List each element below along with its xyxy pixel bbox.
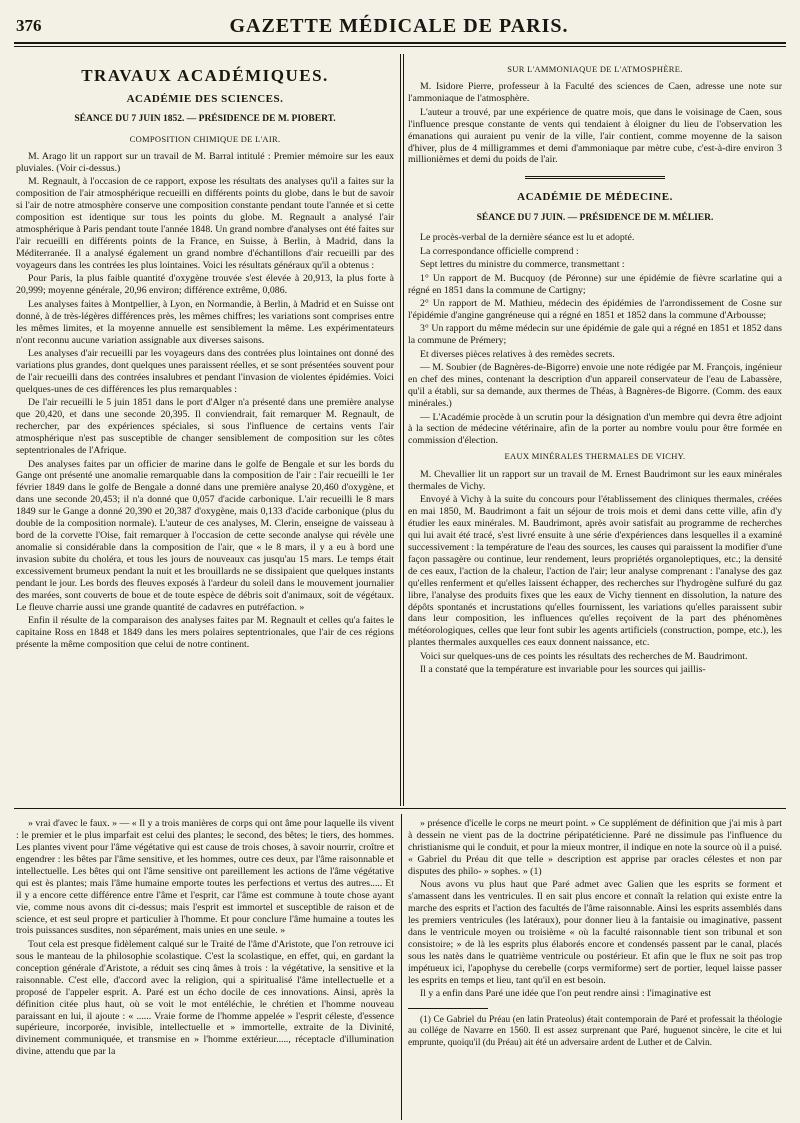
paragraph: 2° Un rapport de M. Mathieu, médecin des épidémies de l'arrondissement de Cosne sur l'épidémie d'angine gangréneuse qui a régné en 1851 et 1852 dans la commune d'Arbousse;: [408, 298, 782, 322]
footnote: [408, 1015, 782, 1049]
header-rule-thin: [14, 46, 786, 47]
journal-title: GAZETTE MÉDICALE DE PARIS.: [229, 15, 569, 37]
paragraph: Le procès-verbal de la dernière séance est lu et adopté.: [420, 232, 635, 244]
header-rule: [14, 42, 786, 44]
column-left-bottom: [16, 818, 394, 1118]
paragraph: Les analyses faites à Montpellier, à Lyon, en Normandie, à Berlin, à Madrid et en Suisse ont donné, à de très-légères différences près, les mêmes chiffres; les variations sont comprises entre les mêmes limites, et la moyenne annuelle est sensiblement la même. Les expérimentateurs n'ont reconnu aucune variation assignable aux diverses saisons.: [16, 298, 394, 346]
paragraph: De l'air recueilli le 5 juin 1851 dans le port d'Alger n'a présenté dans une première analyse que 20,420, et dans une seconde 20,395. Il conviendrait, fait remarquer M. Regnault, de rechercher, par des expériences spéciales, si sous l'influence de certains vents l'air atmosphérique n'est pas susceptible de changer sensiblement de composition sur les côtes septentrionales de l'Afrique.: [16, 397, 394, 457]
paragraph: M. Regnault, à l'occasion de ce rapport, expose les résultats des analyses qu'il a faites sur la composition de l'air atmosphérique recueilli en différents points du globe, dans le but de savoir si l'air de notre atmosphère conserve une composition constante pendant toute l'année et si cette composition est identique sur tous les points du globe. M. Regnault a analysé l'air atmosphérique à Paris pendant toute l'année 1848. Un grand nombre d'analyses ont été faites sur l'air recueilli en différents points de la France, en Suisse, à Berlin, à Madrid, dans la Méditerranée. Il a analysé également un grand nombre d'échantillons d'air recueilli par des voyageurs dans les contrées les plus lointaines. Voici les résultats généraux qu'il a obtenus :: [16, 176, 394, 272]
column-right-top: [408, 60, 782, 802]
paragraph: Et diverses pièces relatives à des remèdes secrets.: [420, 348, 615, 360]
section-title: TRAVAUX ACADÉMIQUES.: [81, 66, 329, 85]
paragraph: Sept lettres du ministre du commerce, transmettant :: [420, 259, 625, 271]
paragraph: Pour Paris, la plus faible quantité d'oxygène trouvée s'est élevée à 20,913, la plus forte à 20,999; moyenne générale, 20,96 environ; différence extrême, 0,086.: [16, 273, 394, 297]
paragraph: Les analyses d'air recueilli par les voyageurs dans des contrées plus lointaines ont donné des variations plus grandes, dont quelques unes paraissent réelles, et se sont présentées souvent pour de l'air recueilli dans des contrées insalubres et pendant l'invasion de violentes épidémies. Voici quelques-unes de ces différences les plus remarquables :: [16, 348, 394, 395]
paragraph: » présence d'icelle le corps ne meurt point. » Ce supplément de définition que j'ai mis à part à dessein ne vient pas de la doctrine péripatéticienne. Paré ne dissimule pas l'influence du christianisme qui le conduit, et pour la mieux montrer, il indique en note la source où il a puisé. « Gabriel du Préau dit que telle » description est apprise par oracles célestes et non par disputes des philo- » sophes. » (1): [408, 818, 782, 877]
column-right-bottom: [408, 818, 782, 1118]
page-number: 376: [16, 16, 42, 35]
paragraph: — L'Académie procède à un scrutin pour la désignation d'un membre qui devra être adjoint à la section de médecine vétérinaire, afin de la porter au nombre voulu pour être formée en commission d'élection.: [408, 411, 782, 447]
paragraph: La correspondance officielle comprend :: [420, 245, 579, 257]
column-divider-lower: [401, 814, 402, 1120]
academy-title: ACADÉMIE DE MÉDECINE.: [517, 191, 673, 204]
academy-title: ACADÉMIE DES SCIENCES.: [126, 92, 284, 105]
paragraph: Il y a enfin dans Paré une idée que l'on peut rendre ainsi : l'imaginative est: [420, 988, 712, 1000]
column-divider: [400, 54, 401, 806]
paragraph: L'auteur a trouvé, par une expérience de quatre mois, que dans le voisinage de Caen, sous l'influence presque constante de vents qui tendaient à éloigner du lieu de l'observation les émanations qui auraient pu venir de la ville, l'air contient, comme moyenne de la saison d'hiver, plus de 4 milligrammes et demi d'ammoniaque par mètre cube, c'est-à-dire environ 3 millionièmes et demi du poids de l'air.: [408, 106, 782, 166]
page-header: [14, 10, 784, 40]
paragraph: Tout cela est presque fidèlement calqué sur le Traité de l'âme d'Aristote, que l'on retrouve ici sous le manteau de la philosophie scolastique. C'est la scolastique, en effet, qui, en gardant la conception générale d'Aristote, a réduit ses cinq âmes à trois : la végétative, la sensitive et la raisonnable. C'est elle, d'accord avec la religion, qui a spiritualisé l'âme intellectuelle et a proposé de l'appeler esprit. A. Paré est un écho docile de ces innovations. Ainsi, après la définition citée plus haut, où se voit le mot entéléchie, le chrétien et l'homme nouveau paraissant en lui, il ajoute : « ...... Vraie forme de l'homme appelée » l'esprit céleste, d'essence supérieure, incorporée, invisible, intellectuelle et » immortelle, extraite de la Divinité, divinement communiquée, et transmise en » l'homme extérieur....., réceptacle d'illumination divine, attendu que par la: [16, 938, 394, 1058]
paragraph: M. Chevallier lit un rapport sur un travail de M. Ernest Baudrimont sur les eaux minérales thermales de Vichy.: [408, 468, 782, 492]
paragraph: Il a constaté que la température est invariable pour les sources qui jaillis-: [420, 664, 706, 676]
section-separator: [525, 176, 665, 181]
paragraph: » vrai d'avec le faux. » — « Il y a trois manières de corps qui ont âme pour laquelle ils vivent : le premier et le plus imparfait est celui des plantes; le second, des bêtes; le tiers, des hommes. Les plantes vivent pour l'âme végétative qui est cause de trois choses, à savoir nourrir, croître et engendrer : les bêtes par l'âme sensitive, et les hommes, outre ces deux, par l'âme raisonnable et intellectuelle. Les bêtes qui ont l'âme sensitive ont pareillement les actions de l'âme végétative qui est ès plantes; mais l'âme humaine emporte toutes les perfections et vertus des autres..... Et il y a encore cette différence entre l'âme et l'esprit, car l'âme est commune à toute chose ayant vie, comme nous avons dit ci-dessus; mais l'esprit est immortel et susceptible de raison et de science, et est seul propre et particulier à l'homme. Et pour conclure l'âme humaine a toutes les trois puissances susdites, non séparément, mais unies en une seule. »: [16, 818, 394, 937]
paragraph: Envoyé à Vichy à la suite du concours pour l'établissement des cliniques thermales, créées en mai 1850, M. Baudrimont a fait un séjour de trois mois et demi dans cette ville, afin d'y étudier les eaux minérales. M. Baudrimont, après avoir satisfait au programme de recherches qui lui avait été tracé, s'est livré ensuite à une série d'expériences dans lesquelles il a examiné successivement : la température de l'eau des sources, les causes qui paraissent la modifier d'une façon passagère ou continue, leur rendement, leurs propriétés organoleptiques, etc.; la densité de ces eaux, l'action de la chaleur, l'action de l'air; leur analyse comprenant : l'analyse des gaz qu'elles renferment et qu'elles laissent échapper, des recherches sur l'hydrogène sulfuré du gaz libre, l'analyse des produits fixes que les eaux de Vichy tiennent en dissolution, la nature des dépôts spontanés et incrustations qu'elles fournissent, les variations qu'elles paraissent subir dans leur composition, les influences qu'elles reçoivent de la part des phénomènes météorologiques, celles que leur font subir les agents artificiels (construction, pompe, etc.), les plantes thermales auxquelles ces eaux donnent naissance, etc.: [408, 494, 782, 649]
column-divider-inner: [403, 54, 404, 806]
footnote-text: (1) Ce Gabriel du Préau (en latin Prateolus) était contemporain de Paré et professait la théologie au collége de Navarre en 1560. Il est assez surprenant que Paré, huguenot sincère, le cite et lui emprunte, quoiqu'il (du Préau) ait été un adversaire ardent de Luther et de Calvin.: [408, 1015, 782, 1048]
seance-heading: SÉANCE DU 7 JUIN. — PRÉSIDENCE DE M. MÉLIER.: [476, 212, 714, 223]
paragraph: — M. Soubier (de Bagnères-de-Bigorre) envoie une note rédigée par M. François, ingénieur en chef des mines, contenant la description d'un appareil conservateur de l'eau de Labassère, qu'il a établi, sur sa demande, aux thermes de Théas, à Bagnères-de Bigorre. (Comm. des eaux minérales.): [408, 362, 782, 410]
running-title: SUR L'AMMONIAQUE DE L'ATMOSPHÈRE.: [507, 64, 683, 74]
paragraph: Enfin il résulte de la comparaison des analyses faites par M. Regnault et celles qu'a faites le capitaine Ross en 1848 et 1849 dans les mers polaires septentrionales, que l'air de ces régions présente la même composition que celui de notre continent.: [16, 615, 394, 651]
paragraph: Des analyses faites par un officier de marine dans le golfe de Bengale et sur les bords du Gange ont présenté une anomalie remarquable dans la composition de l'air : l'air recueilli le 1er février 1849 dans le golfe de Bengale a donné dans une première analyse 20,460 d'oxygène, et dans une seconde 20,453; il n'a donné que 0,057 d'acide carbonique. L'air recueilli le 8 mars 1849 sur le Gange a donné 20,390 et 20,387 d'oxygène, mais 0,133 d'acide carbonique (plus du double de la composition normale). L'auteur de ces analyses, M. Clerin, enseigne de vaisseau à bord de la corvette l'Oise, fait remarquer à l'occasion de cette seconde analyse qui révèle une anomalie si considérable dans la composition de l'air, que « le 8 mars, il y a eu à bord une invasion subite du choléra, et tous les jours de nouveaux cas jusqu'au 15 mars. Le temps était excessivement brumeux pendant la nuit et les brouillards ne se dissipaient que quelques instants pendant le jour. Les bords des fleuves exposés à l'ardeur du soleil dans le mouvement journalier des marées, sont couverts de boue et de toute espèce de débris soit d'animaux, soit de végétaux. Le fleuve charrie aussi une grande quantité de cadavres en putréfaction. »: [16, 458, 394, 613]
footnote-rule: [408, 1008, 488, 1009]
seance-heading: SÉANCE DU 7 JUIN 1852. — PRÉSIDENCE DE M. PIOBERT.: [74, 114, 336, 125]
paragraph: 1° Un rapport de M. Bucquoy (de Péronne) sur une épidémie de fièvre scarlatine qui a régné en 1851 dans la commune de Cartigny;: [408, 272, 782, 296]
paragraph: M. Arago lit un rapport sur un travail de M. Barral intitulé : Premier mémoire sur les eaux pluviales. (Voir ci-dessus.): [16, 151, 394, 175]
section-divider: [14, 808, 786, 809]
paragraph: Voici sur quelques-uns de ces points les résultats des recherches de M. Baudrimont.: [420, 650, 748, 662]
article-subtitle: EAUX MINÉRALES THERMALES DE VICHY.: [504, 451, 686, 462]
article-subtitle: COMPOSITION CHIMIQUE DE L'AIR.: [129, 133, 281, 144]
paragraph: M. Isidore Pierre, professeur à la Faculté des sciences de Caen, adresse une note sur l'ammoniaque de l'atmosphère.: [408, 81, 782, 105]
column-left-top: [16, 60, 394, 802]
paragraph: Nous avons vu plus haut que Paré admet avec Galien que les esprits se forment et s'amassent dans les ventricules. Il en sait plus encore et connaît la relation qui existe entre la marche des esprits et l'action des facultés de l'âme raisonnable. Ainsi les esprits assemblés dans les premiers ventricules (les latéraux), pour donner lieu à la fantaisie ou imaginative, passent dans le ventricule moyen ou troisième « où la faculté raisonnable tient son tribunal et son consistoire; » de là les esprits plus élaborés encore et condensés passent par le canal, placés sous les natès dans le quatrième ventricule ou postérieur. Et afin que le flux ne soit pas trop impétueux ici, l'apophyse du cerebelle (corps vermiforme) sert de portier, lequel laisse passer les esprits en temps et lieu, tant qu'il en est besoin.: [408, 879, 782, 986]
paragraph: 3° Un rapport du même médecin sur une épidémie de gale qui a régné en 1851 et 1852 dans la commune de Prémery;: [408, 323, 782, 347]
